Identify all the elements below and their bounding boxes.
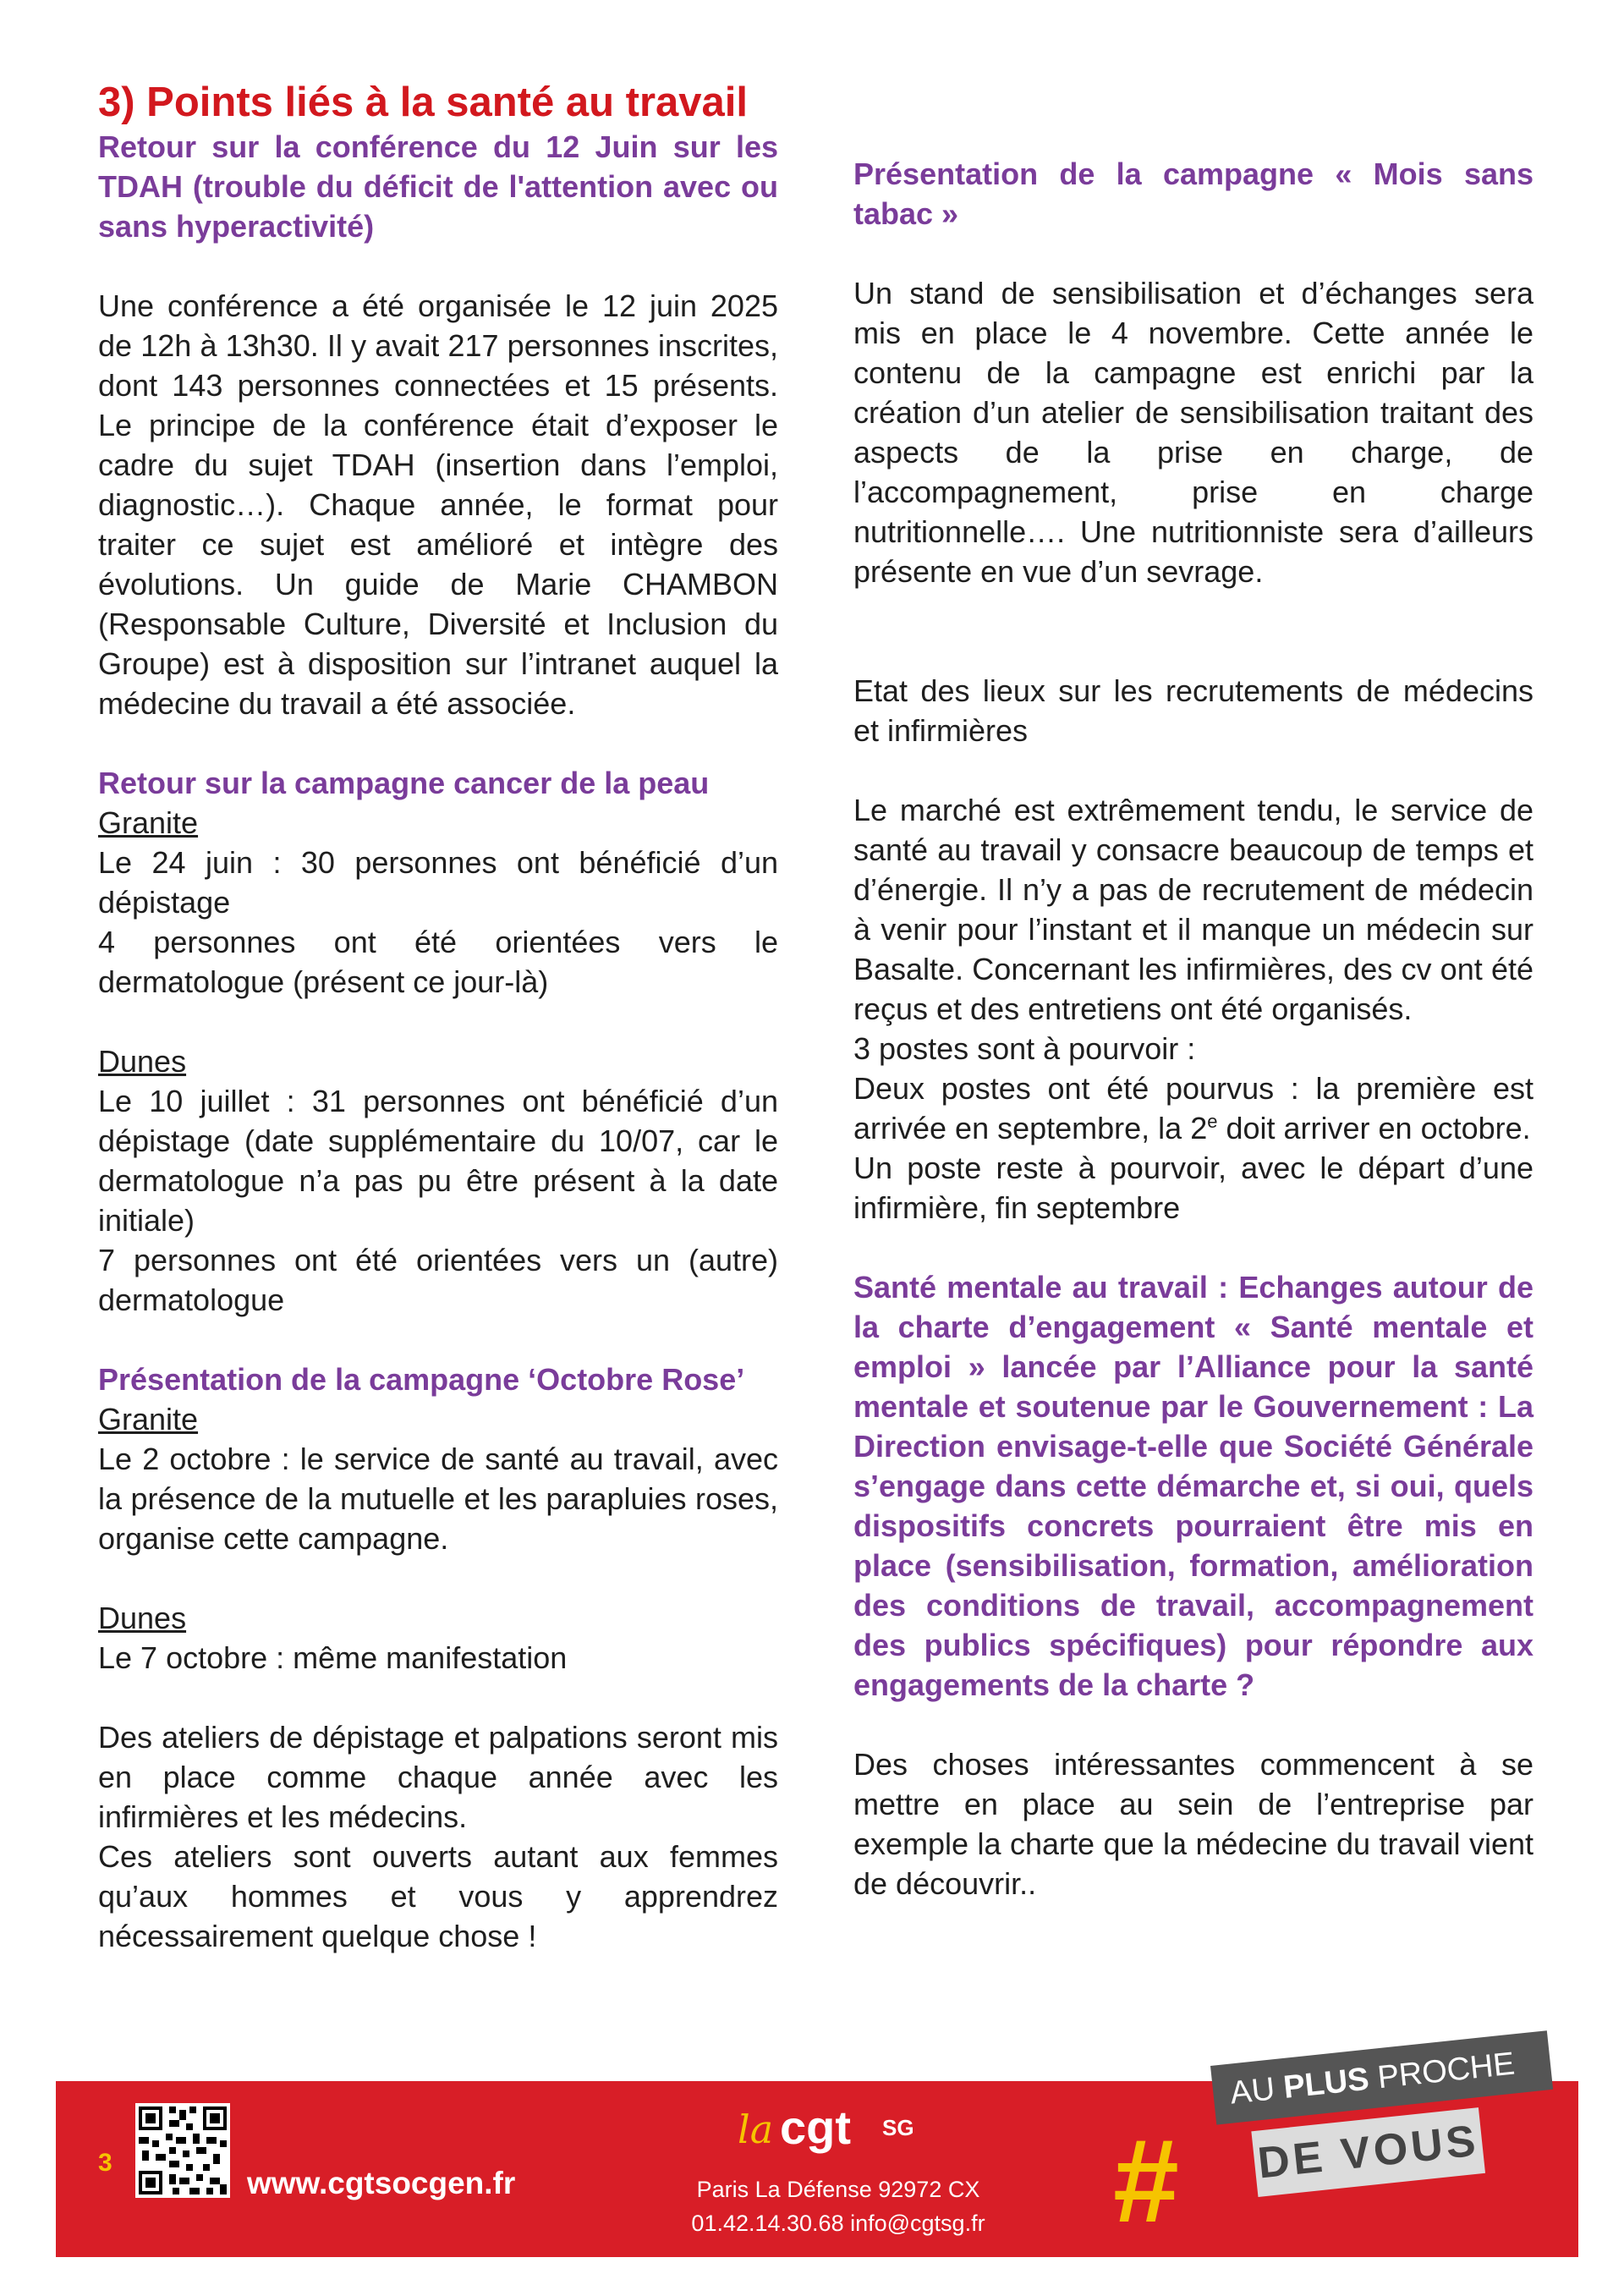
octobre-dunes-label: Dunes bbox=[98, 1601, 187, 1635]
cancer-dunes-label: Dunes bbox=[98, 1044, 187, 1079]
contact-block bbox=[682, 2172, 995, 2240]
octobre-dunes-text: Le 7 octobre : même manifestation bbox=[98, 1640, 568, 1675]
left-column bbox=[98, 78, 778, 1956]
cancer-dunes-text-1: Le 10 juillet : 31 personnes ont bénéficié d’un dépistage (date supplémentaire du 10/07, car le dermatologue n’a pas pu être présent à la date initiale) bbox=[98, 1084, 778, 1238]
octobre-granite-text: Le 2 octobre : le service de santé au travail, avec la présence de la mutuelle et les parapluies roses, organise cette campagne. bbox=[98, 1442, 778, 1556]
logo-cgt: cgt bbox=[780, 2101, 851, 2154]
right-column bbox=[853, 78, 1533, 1903]
tabac-text: Un stand de sensibilisation et d’échanges sera mis en place le 4 novembre. Cette année le contenu de la campagne est enrichi par la création d’un atelier de sensibilisation traitant des aspects de la prise en charge, de l’accompagnement, prise en charge nutritionnelle…. Une nutritionniste sera d’ailleurs présente en vue d’un sevrage. bbox=[853, 276, 1533, 589]
page-number: 3 bbox=[98, 2149, 112, 2177]
marche-text: Le marché est extrêmement tendu, le service de santé au travail y consacre beaucoup de temps et d’énergie. Il n’y a pas de recrutement de médecin à venir pour l’instant et il manque un médecin sur Basalte. Concernant les infirmières, des cv ont été reçus et des entretiens ont été organisés. bbox=[853, 793, 1533, 1026]
cancer-heading: Retour sur la campagne cancer de la peau bbox=[98, 766, 710, 800]
tabac-heading: Présentation de la campagne « Mois sans tabac » bbox=[853, 157, 1533, 231]
logo-la: la bbox=[738, 2106, 774, 2152]
website-link[interactable]: www.cgtsocgen.fr bbox=[247, 2166, 516, 2200]
address-text: Paris La Défense 92972 CX bbox=[696, 2177, 980, 2202]
reste-text: Un poste reste à pourvoir, avec le départ d’une infirmière, fin septembre bbox=[853, 1151, 1533, 1225]
recrutement-heading: Etat des lieux sur les recrutements de médecins et infirmières bbox=[853, 673, 1533, 748]
conference-text: Une conférence a été organisée le 12 juin 2025 de 12h à 13h30. Il y avait 217 personnes inscrites, dont 143 personnes connectées et 15 présents. Le principe de la conférence était d’exposer le cadre du sujet TDAH (insertion dans l’emploi, diagnostic…). Chaque année, le format pour traiter ce sujet est amélioré et intègre des évolutions. Un guide de Marie CHAMBON (Responsable Culture, Diversité et Inclusion du Groupe) est à disposition sur l’intranet auquel la médecine du travail a été associée. bbox=[98, 288, 778, 721]
cancer-granite-label: Granite bbox=[98, 805, 199, 840]
postes-text: 3 postes sont à pourvoir : bbox=[853, 1031, 1196, 1066]
pourvus-text: Deux postes ont été pourvus : la première est arrivée en septembre, la 2e doit arriver en octobre. bbox=[853, 1071, 1533, 1145]
ateliers-text-2: Ces ateliers sont ouverts autant aux femmes qu’aux hommes et vous y apprendrez nécessairement quelque chose ! bbox=[98, 1839, 778, 1953]
footer-banner bbox=[56, 2046, 1578, 2257]
contact-text: 01.42.14.30.68 info@cgtsg.fr bbox=[691, 2211, 985, 2236]
conference-heading: Retour sur la conférence du 12 Juin sur les TDAH (trouble du déficit de l'attention avec ou sans hyperactivité) bbox=[98, 129, 778, 244]
sante-mentale-heading: Santé mentale au travail : Echanges autour de la charte d’engagement « Santé mentale et emploi » lancée par l’Alliance pour la santé mentale et soutenue par le Gouvernement : La Direction envisage-t-elle que Société Générale s’engage dans cette démarche et, si oui, quels dispositifs concrets pourraient être mis en place (sensibilisation, formation, amélioration des conditions de travail, accompagnement des publics spécifiques) pour répondre aux engagements de la charte ? bbox=[853, 1270, 1533, 1702]
section-title: 3) Points liés à la santé au travail bbox=[98, 80, 748, 125]
octobre-rose-heading: Présentation de la campagne ‘Octobre Rose’ bbox=[98, 1362, 745, 1397]
cancer-granite-text-2: 4 personnes ont été orientées vers le dermatologue (présent ce jour-là) bbox=[98, 925, 778, 999]
choses-text: Des choses intéressantes commencent à se mettre en place au sein de l’entreprise par exemple la charte que la médecine du travail vient de découvrir.. bbox=[853, 1747, 1533, 1901]
logo-sg: SG bbox=[882, 2115, 914, 2140]
cancer-dunes-text-2: 7 personnes ont été orientées vers un (autre) dermatologue bbox=[98, 1243, 778, 1317]
slogan-line-1: AU PLUS PROCHE bbox=[1210, 2030, 1553, 2124]
cancer-granite-text-1: Le 24 juin : 30 personnes ont bénéficié d’un dépistage bbox=[98, 845, 778, 920]
slogan-line-2: DE VOUS bbox=[1251, 2107, 1485, 2197]
hashtag-icon: # bbox=[1113, 2114, 1179, 2247]
ateliers-text-1: Des ateliers de dépistage et palpations seront mis en place comme chaque année avec les infirmières et les médecins. bbox=[98, 1720, 778, 1834]
octobre-granite-label: Granite bbox=[98, 1402, 199, 1436]
qr-code-icon bbox=[135, 2103, 230, 2198]
slogan-banner bbox=[1210, 2030, 1562, 2209]
